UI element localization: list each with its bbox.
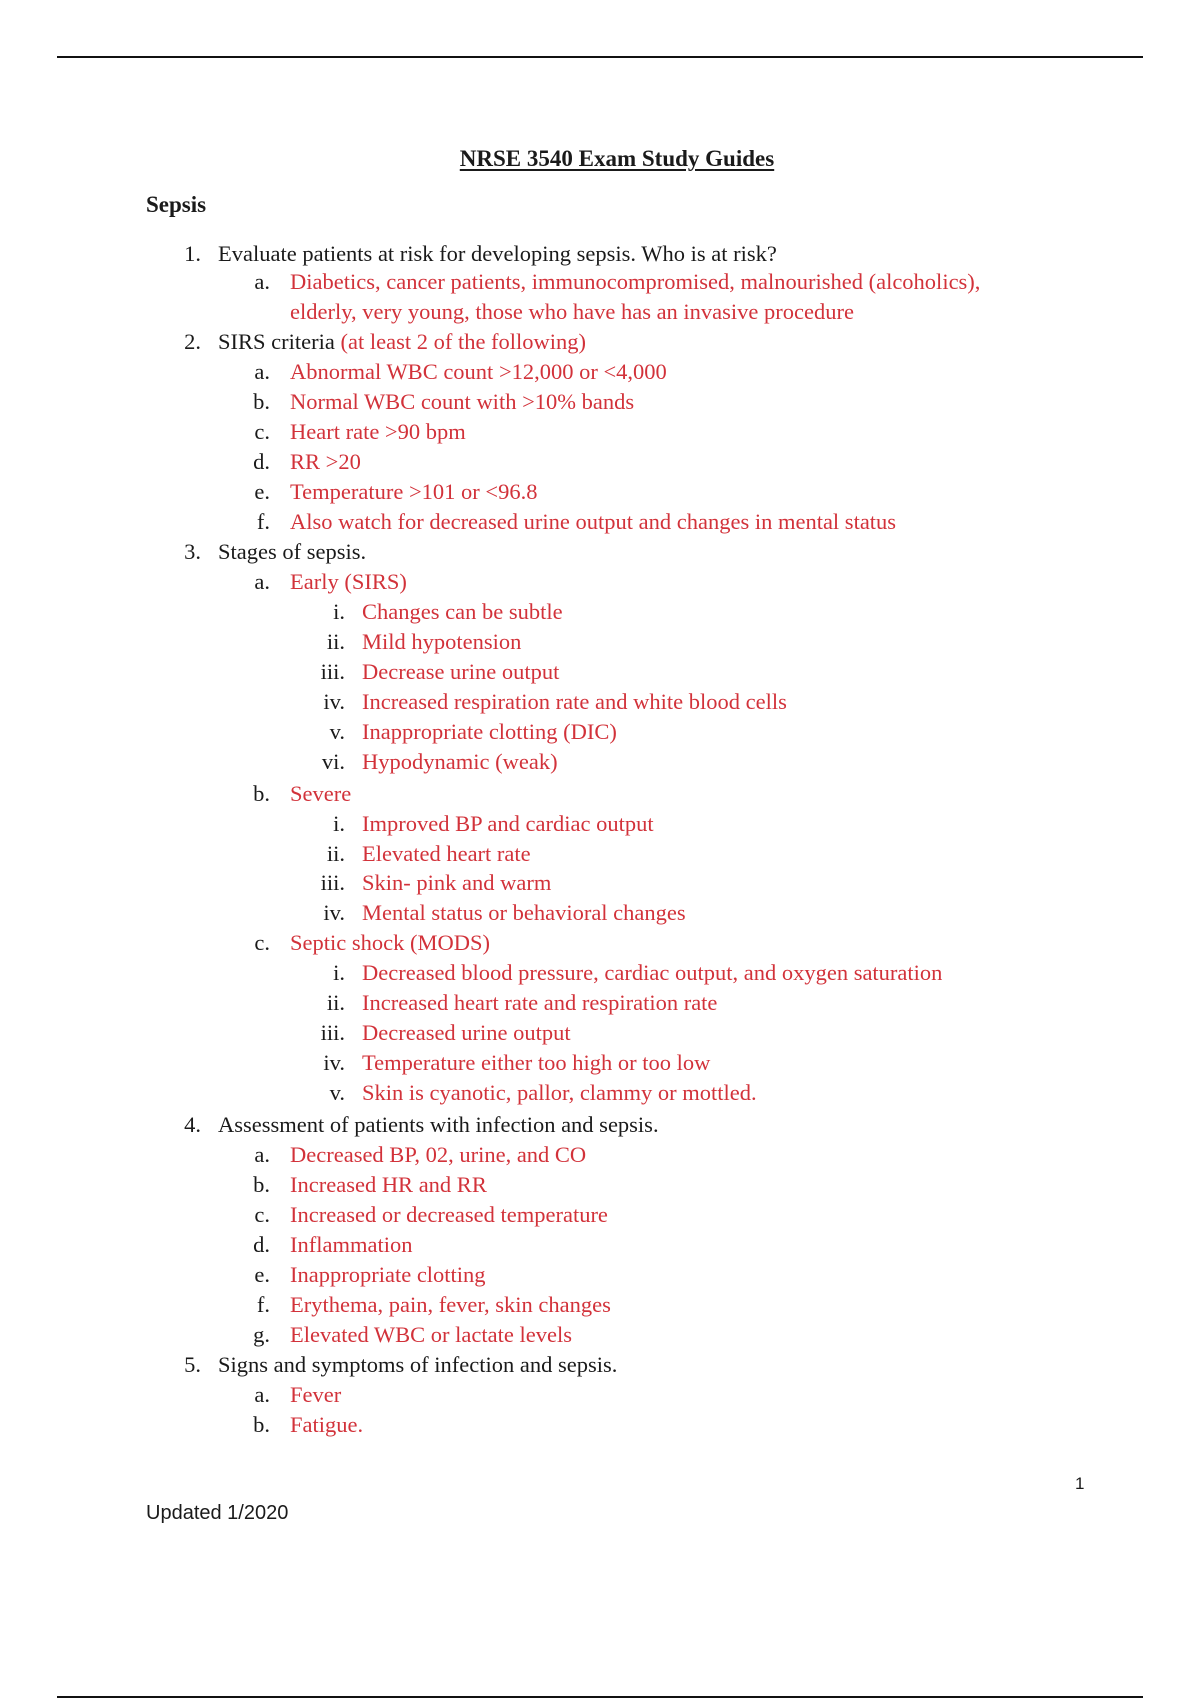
answer-text: RR >20 bbox=[290, 449, 361, 474]
top-rule bbox=[57, 56, 1143, 58]
answer-text: Severe bbox=[290, 781, 352, 806]
footer-updated: Updated 1/2020 bbox=[146, 1502, 289, 1524]
answer-text: Decreased BP, 02, urine, and CO bbox=[290, 1142, 587, 1167]
answer-text: Temperature >101 or <96.8 bbox=[290, 479, 538, 504]
answer-text: Skin is cyanotic, pallor, clammy or mottled. bbox=[362, 1080, 757, 1105]
section-heading: Sepsis bbox=[146, 192, 207, 217]
page-number: 1 bbox=[1075, 1474, 1085, 1493]
answer-text: Mild hypotension bbox=[362, 629, 522, 654]
answer-text: Elevated WBC or lactate levels bbox=[290, 1322, 572, 1347]
question-text: Signs and symptoms of infection and sepsis. bbox=[218, 1352, 618, 1377]
answer-text: Increased respiration rate and white blood cells bbox=[362, 689, 787, 714]
answer-text: Changes can be subtle bbox=[362, 599, 563, 624]
answer-text: Increased heart rate and respiration rate bbox=[362, 990, 718, 1015]
question-text: Assessment of patients with infection and sepsis. bbox=[218, 1112, 659, 1137]
question-text: Stages of sepsis. bbox=[218, 539, 367, 564]
answer-text: Elevated heart rate bbox=[362, 841, 531, 866]
answer-text: Skin- pink and warm bbox=[362, 870, 552, 895]
answer-text: Inflammation bbox=[290, 1232, 413, 1257]
answer-text: elderly, very young, those who have has an invasive procedure bbox=[290, 299, 854, 324]
answer-text: Also watch for decreased urine output and changes in mental status bbox=[290, 509, 897, 534]
answer-text: Increased HR and RR bbox=[290, 1172, 487, 1197]
answer-text: Temperature either too high or too low bbox=[362, 1050, 711, 1075]
question-text: Evaluate patients at risk for developing sepsis. Who is at risk? bbox=[218, 241, 777, 266]
answer-text: Early (SIRS) bbox=[290, 569, 407, 594]
answer-text: (at least 2 of the following) bbox=[340, 329, 587, 354]
answer-text: Diabetics, cancer patients, immunocompromised, malnourished (alcoholics), bbox=[290, 269, 981, 294]
answer-text: Inappropriate clotting (DIC) bbox=[362, 719, 617, 744]
question-text: SIRS criteria bbox=[218, 329, 335, 354]
answer-text: Hypodynamic (weak) bbox=[362, 749, 558, 774]
answer-text: Decreased urine output bbox=[362, 1020, 571, 1045]
answer-text: Mental status or behavioral changes bbox=[362, 900, 686, 925]
answer-text: Increased or decreased temperature bbox=[290, 1202, 608, 1227]
answer-text: Normal WBC count with >10% bands bbox=[290, 389, 635, 414]
answer-text: Fatigue. bbox=[290, 1412, 364, 1437]
answer-text: Inappropriate clotting bbox=[290, 1262, 486, 1287]
document-title: NRSE 3540 Exam Study Guides bbox=[459, 146, 775, 171]
answer-text: Decrease urine output bbox=[362, 659, 560, 684]
answer-text: Erythema, pain, fever, skin changes bbox=[290, 1292, 611, 1317]
answer-text: Abnormal WBC count >12,000 or <4,000 bbox=[290, 359, 667, 384]
bottom-rule bbox=[57, 1696, 1143, 1698]
answer-text: Improved BP and cardiac output bbox=[362, 811, 654, 836]
answer-text: Decreased blood pressure, cardiac output, and oxygen saturation bbox=[362, 960, 943, 985]
answer-text: Septic shock (MODS) bbox=[290, 930, 490, 955]
answer-text: Heart rate >90 bpm bbox=[290, 419, 466, 444]
answer-text: Fever bbox=[290, 1382, 342, 1407]
